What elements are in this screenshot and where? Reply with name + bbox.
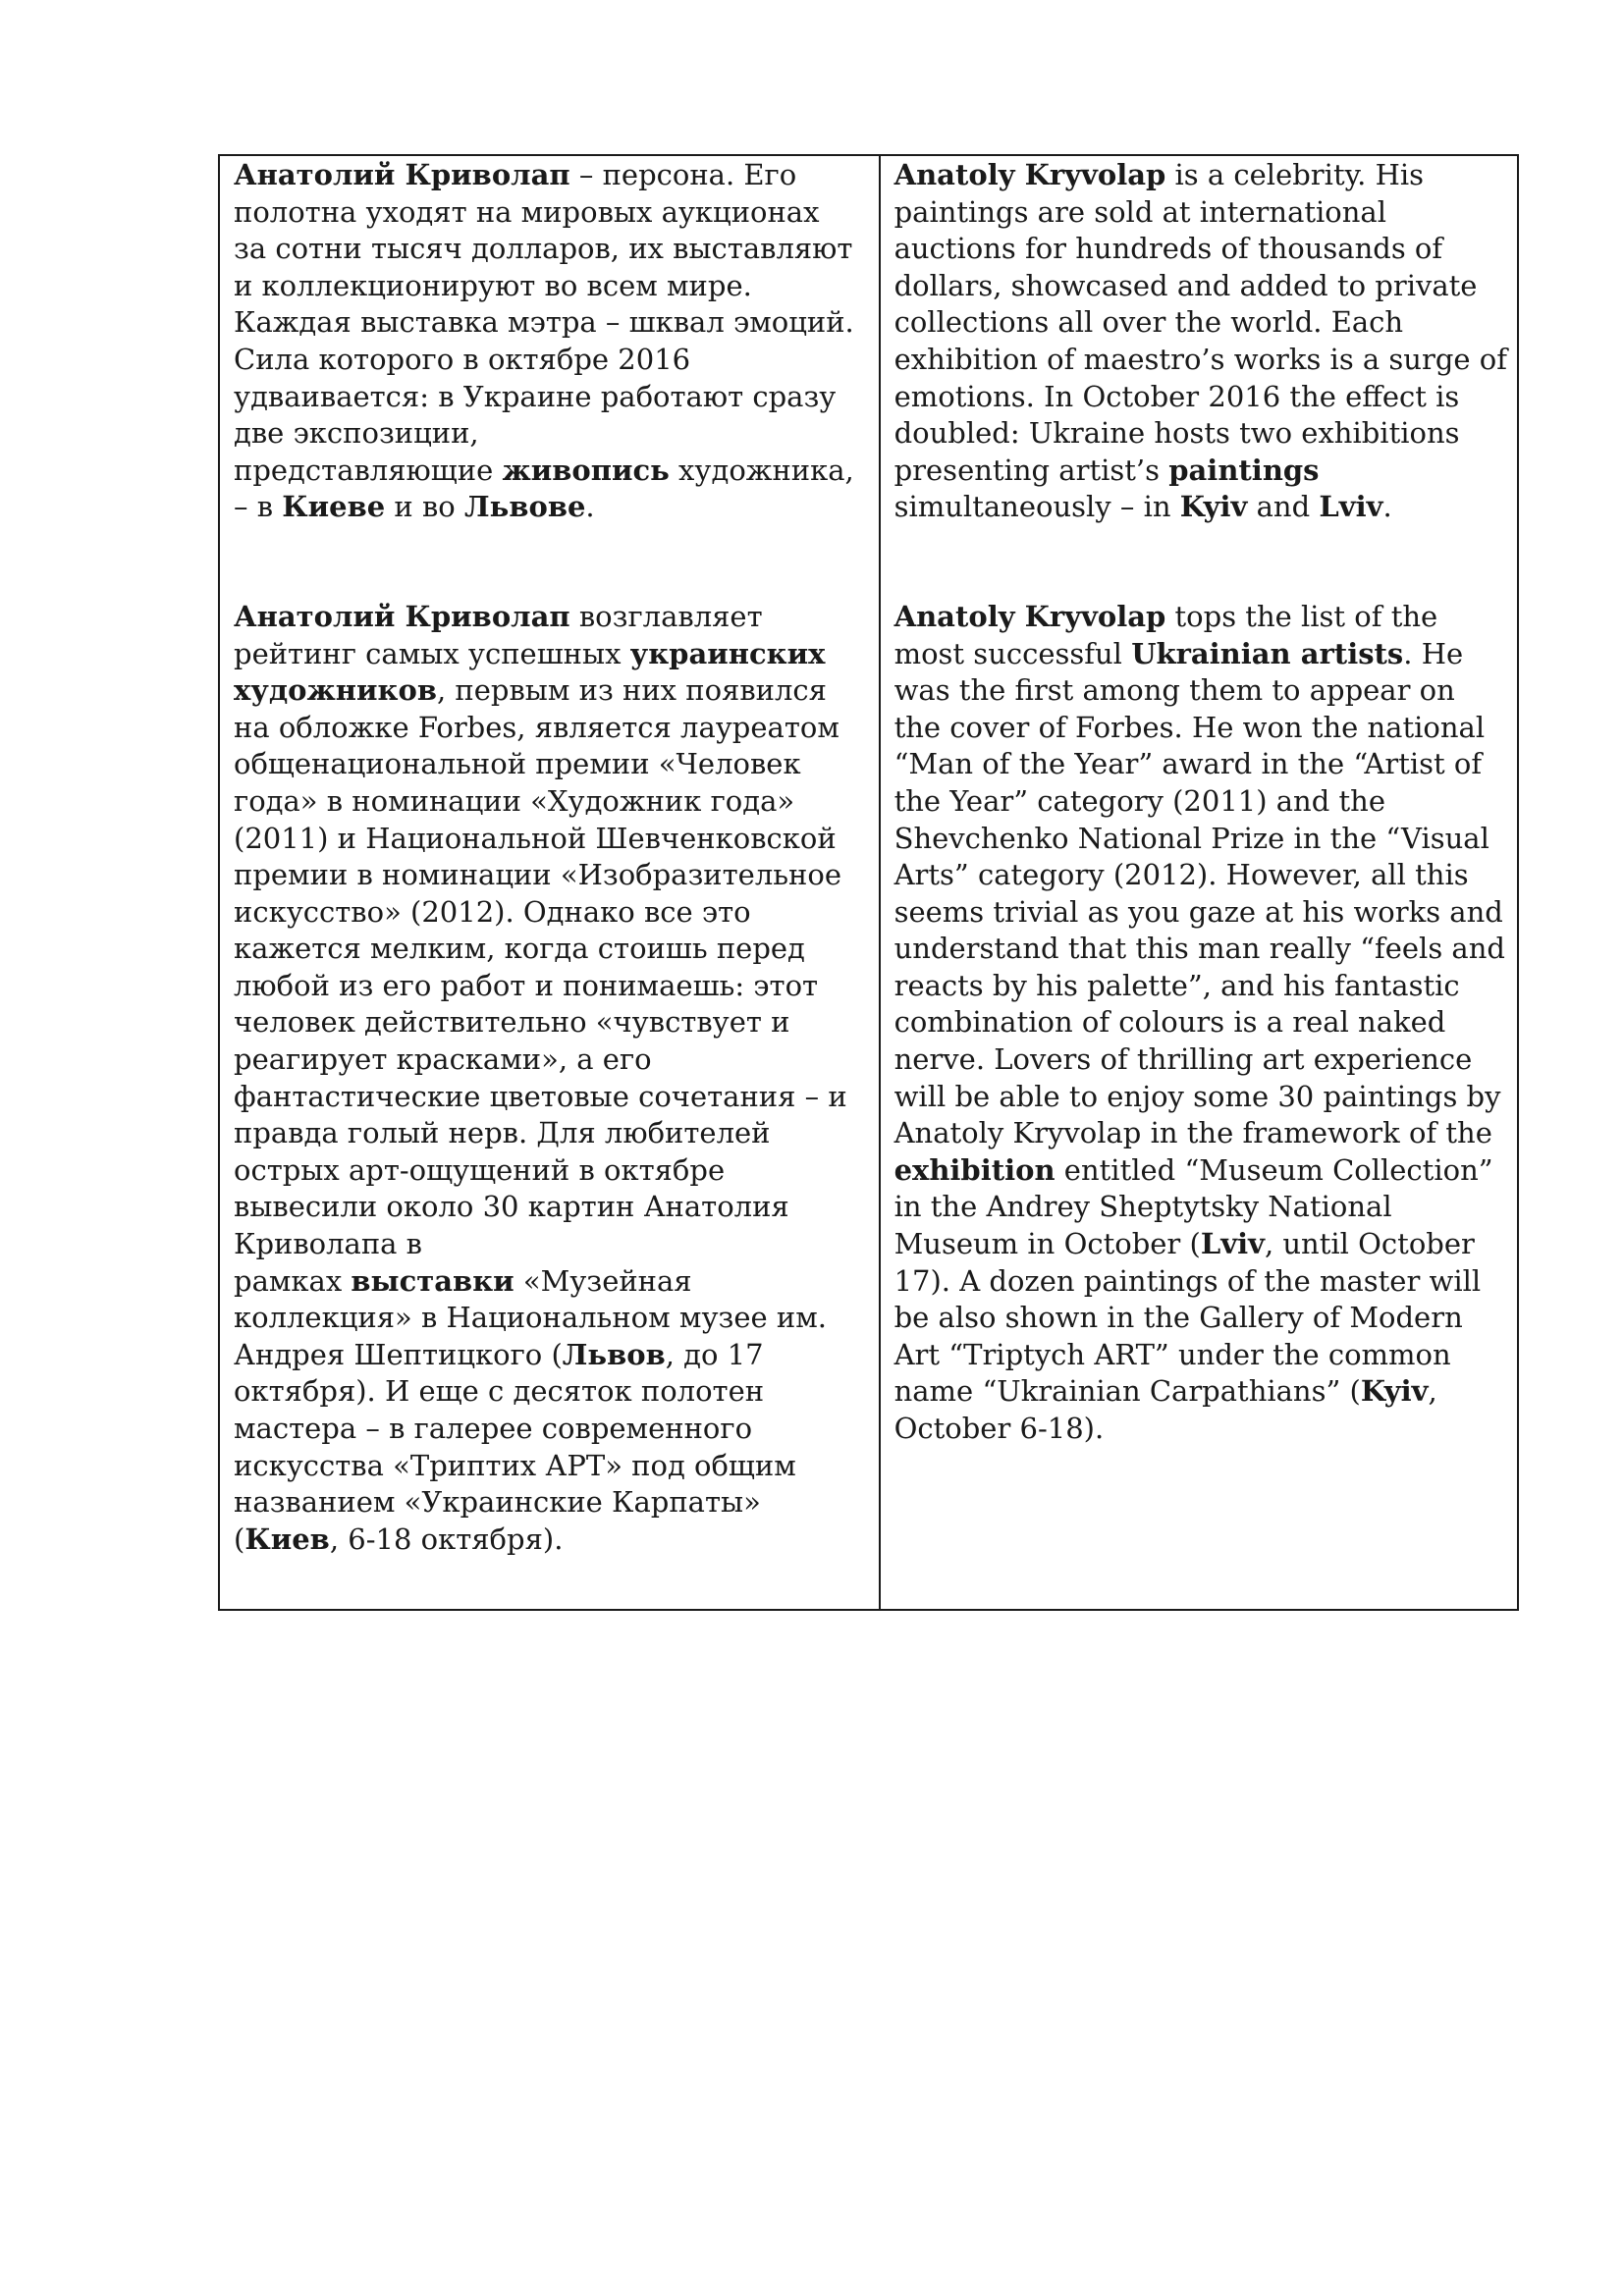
text-line bbox=[234, 379, 869, 416]
text-run: reacts by his palette”, and his fantastic bbox=[893, 968, 1460, 1002]
text-line bbox=[234, 1226, 869, 1263]
text-run: острых арт-ощущений в октябре bbox=[234, 1152, 726, 1187]
text-run: Museum in October ( bbox=[893, 1227, 1201, 1261]
english-column bbox=[881, 156, 1517, 1609]
text-run: . He bbox=[1403, 636, 1464, 670]
text-run: emotions. In October 2016 the effect is bbox=[893, 379, 1460, 413]
text-line bbox=[894, 931, 1507, 968]
text-run: combination of colours is a real naked bbox=[893, 1005, 1446, 1040]
text-run: (2011) и Национальной Шевченковской bbox=[234, 821, 837, 855]
text-run: коллекция» в Национальном музее им. bbox=[234, 1301, 827, 1335]
text-line bbox=[234, 231, 869, 268]
text-line bbox=[894, 379, 1507, 416]
text-run: . bbox=[585, 490, 595, 524]
text-line bbox=[234, 1448, 869, 1485]
bold-text: Львове bbox=[464, 490, 586, 524]
text-run: , bbox=[1428, 1374, 1437, 1409]
text-line bbox=[234, 1115, 869, 1152]
text-run: “Man of the Year” award in the “Artist of bbox=[893, 747, 1483, 781]
text-run: entitled “Museum Collection” bbox=[1055, 1152, 1493, 1187]
text-line bbox=[234, 157, 869, 194]
text-line bbox=[894, 710, 1507, 747]
text-line bbox=[234, 268, 869, 305]
text-run: , until October bbox=[1264, 1227, 1475, 1261]
bold-text: exhibition bbox=[893, 1152, 1056, 1187]
bold-text: Anatoly Kryvolap bbox=[893, 599, 1166, 633]
text-run: Art “Triptych ART” under the common bbox=[893, 1337, 1451, 1371]
text-run: общенациональной премии «Человек bbox=[234, 747, 801, 781]
bold-text: украинских bbox=[629, 636, 826, 670]
text-line bbox=[894, 415, 1507, 453]
text-line bbox=[234, 453, 869, 490]
text-line bbox=[894, 489, 1507, 526]
text-line bbox=[894, 1152, 1507, 1190]
text-run: ( bbox=[234, 1522, 245, 1556]
text-line bbox=[894, 1373, 1507, 1411]
text-line bbox=[234, 1189, 869, 1226]
text-run: in the Andrey Sheptytsky National bbox=[893, 1190, 1392, 1224]
bold-text: paintings bbox=[1168, 453, 1320, 487]
text-line bbox=[894, 1189, 1507, 1226]
bold-text: Kyiv bbox=[1360, 1374, 1429, 1409]
bold-text: Ukrainian artists bbox=[1131, 636, 1404, 670]
text-run: was the first among them to appear on bbox=[893, 673, 1455, 708]
text-line bbox=[234, 415, 869, 453]
bold-text: Lviv bbox=[1200, 1227, 1265, 1261]
text-line bbox=[234, 931, 869, 968]
text-line bbox=[894, 1079, 1507, 1116]
text-run: . bbox=[1382, 490, 1392, 524]
text-run: name “Ukrainian Carpathians” ( bbox=[893, 1374, 1361, 1409]
text-line bbox=[894, 968, 1507, 1005]
text-run: , 6-18 октября). bbox=[329, 1522, 564, 1556]
text-run: collections all over the world. Each bbox=[893, 305, 1404, 340]
text-run: dollars, showcased and added to private bbox=[893, 268, 1478, 302]
bold-text: Киев bbox=[244, 1522, 330, 1556]
text-run: октября). И еще с десяток полотен bbox=[234, 1374, 765, 1409]
text-run: фантастические цветовые сочетания – и bbox=[234, 1079, 847, 1113]
text-line bbox=[234, 783, 869, 821]
text-run: doubled: Ukraine hosts two exhibitions bbox=[893, 416, 1460, 451]
text-run: представляющие bbox=[234, 453, 503, 487]
text-run: presenting artist’s bbox=[893, 453, 1169, 487]
text-line bbox=[894, 636, 1507, 673]
text-line bbox=[894, 1411, 1507, 1448]
text-line bbox=[894, 1115, 1507, 1152]
text-run: и во bbox=[385, 490, 464, 524]
text-run: полотна уходят на мировых аукционах bbox=[234, 194, 820, 229]
text-run: возглавляет bbox=[569, 599, 763, 633]
text-run: the cover of Forbes. He won the national bbox=[893, 710, 1486, 744]
text-run: мастера – в галерее современного bbox=[234, 1412, 753, 1445]
text-line bbox=[894, 231, 1507, 268]
text-run: Каждая выставка мэтра – шквал эмоций. bbox=[234, 305, 854, 340]
text-line bbox=[234, 304, 869, 342]
text-run: любой из его работ и понимаешь: этот bbox=[234, 968, 819, 1002]
text-run: названием «Украинские Карпаты» bbox=[234, 1485, 761, 1520]
text-run: be also shown in the Gallery of Modern bbox=[893, 1301, 1463, 1335]
text-run: and bbox=[1247, 490, 1320, 524]
text-run: удваивается: в Украине работают сразу bbox=[234, 379, 837, 413]
text-run: seems trivial as you gaze at his works and bbox=[893, 894, 1503, 929]
text-line bbox=[234, 1373, 869, 1411]
text-run: auctions for hundreds of thousands of bbox=[893, 232, 1443, 266]
text-line bbox=[894, 672, 1507, 710]
bold-text: Kyiv bbox=[1179, 490, 1248, 524]
text-line bbox=[234, 857, 869, 894]
bold-text: Львов bbox=[562, 1337, 666, 1371]
bold-text: Anatoly Kryvolap bbox=[893, 158, 1166, 191]
text-line bbox=[234, 1300, 869, 1337]
text-run: tops the list of the bbox=[1165, 599, 1438, 633]
text-run: 17). A dozen paintings of the master will bbox=[893, 1263, 1482, 1298]
text-line bbox=[234, 1263, 869, 1301]
text-run: paintings are sold at international bbox=[893, 194, 1386, 229]
text-run: рамках bbox=[234, 1263, 352, 1298]
russian-paragraph-1 bbox=[234, 156, 869, 526]
text-run: кажется мелким, когда стоишь перед bbox=[234, 932, 805, 966]
text-line bbox=[234, 194, 869, 232]
text-line bbox=[234, 1411, 869, 1448]
text-line bbox=[234, 489, 869, 526]
text-line bbox=[894, 1337, 1507, 1374]
text-run: искусства «Триптих АРТ» под общим bbox=[234, 1448, 796, 1482]
text-line bbox=[894, 746, 1507, 783]
text-line bbox=[894, 268, 1507, 305]
text-run: is a celebrity. His bbox=[1165, 158, 1425, 191]
text-line bbox=[894, 342, 1507, 379]
bold-text: Киеве bbox=[282, 490, 386, 524]
text-line bbox=[234, 599, 869, 636]
russian-paragraph-2 bbox=[234, 599, 869, 1558]
text-run: года» в номинации «Художник года» bbox=[234, 783, 795, 818]
text-run: simultaneously – in bbox=[893, 490, 1180, 524]
text-run: премии в номинации «Изобразительное bbox=[234, 858, 841, 892]
text-line bbox=[894, 783, 1507, 821]
text-run: реагирует красками», а его bbox=[234, 1042, 652, 1077]
text-line bbox=[894, 157, 1507, 194]
text-line bbox=[894, 304, 1507, 342]
text-line bbox=[894, 453, 1507, 490]
text-run: will be able to enjoy some 30 paintings by bbox=[893, 1079, 1501, 1113]
text-line bbox=[234, 1484, 869, 1522]
text-line bbox=[894, 1041, 1507, 1079]
text-line bbox=[894, 1263, 1507, 1301]
bold-text: художников bbox=[234, 673, 437, 708]
text-line bbox=[234, 1004, 869, 1041]
russian-column bbox=[220, 156, 881, 1609]
english-paragraph-1 bbox=[894, 156, 1507, 526]
text-run: Shevchenko National Prize in the “Visual bbox=[893, 821, 1489, 855]
bold-text: Анатолий Криволап bbox=[234, 158, 570, 191]
text-line bbox=[894, 857, 1507, 894]
text-run: правда голый нерв. Для любителей bbox=[234, 1116, 771, 1150]
text-run: – в bbox=[234, 490, 283, 524]
text-run: the Year” category (2011) and the bbox=[893, 783, 1386, 818]
text-line bbox=[234, 894, 869, 932]
text-line bbox=[234, 1079, 869, 1116]
text-run: exhibition of maestro’s works is a surge of bbox=[893, 342, 1507, 376]
text-run: Сила которого в октябре 2016 bbox=[234, 342, 691, 376]
text-line bbox=[234, 821, 869, 858]
text-line bbox=[234, 636, 869, 673]
text-line bbox=[894, 1004, 1507, 1041]
bold-text: Lviv bbox=[1319, 490, 1383, 524]
bold-text: выставки bbox=[351, 1263, 514, 1298]
text-run: художника, bbox=[669, 453, 854, 487]
text-run: «Музейная bbox=[514, 1263, 692, 1298]
text-run: , первым из них появился bbox=[436, 673, 827, 708]
bold-text: Анатолий Криволап bbox=[234, 599, 570, 633]
text-line bbox=[894, 1300, 1507, 1337]
text-line bbox=[894, 599, 1507, 636]
text-line bbox=[894, 194, 1507, 232]
text-run: nerve. Lovers of thrilling art experience bbox=[893, 1042, 1473, 1077]
text-line bbox=[234, 710, 869, 747]
text-run: Arts” category (2012). However, all this bbox=[893, 858, 1469, 892]
bilingual-table bbox=[218, 154, 1519, 1611]
text-run: на обложке Forbes, является лауреатом bbox=[234, 710, 839, 744]
text-run: Anatoly Kryvolap in the framework of the bbox=[893, 1116, 1492, 1150]
text-line bbox=[234, 1337, 869, 1374]
text-line bbox=[234, 746, 869, 783]
text-run: – персона. Его bbox=[569, 158, 797, 191]
text-run: человек действительно «чувствует и bbox=[234, 1005, 790, 1040]
text-run: Криволапа в bbox=[234, 1227, 422, 1261]
bold-text: живопись bbox=[502, 453, 670, 487]
text-run: вывесили около 30 картин Анатолия bbox=[234, 1190, 789, 1224]
text-line bbox=[894, 821, 1507, 858]
text-line bbox=[234, 1152, 869, 1190]
text-line bbox=[234, 1041, 869, 1079]
text-line bbox=[234, 672, 869, 710]
text-run: Андрея Шептицкого ( bbox=[234, 1337, 563, 1371]
text-line bbox=[234, 342, 869, 379]
english-paragraph-2 bbox=[894, 599, 1507, 1448]
text-run: искусство» (2012). Однако все это bbox=[234, 894, 751, 929]
text-run: understand that this man really “feels and bbox=[893, 932, 1505, 966]
text-run: две экспозиции, bbox=[234, 416, 479, 451]
text-run: October 6-18). bbox=[893, 1412, 1105, 1445]
text-run: и коллекционируют во всем мире. bbox=[234, 268, 752, 302]
text-line bbox=[894, 1226, 1507, 1263]
text-run: , до 17 bbox=[665, 1337, 764, 1371]
text-run: рейтинг самых успешных bbox=[234, 636, 630, 670]
text-run: за сотни тысяч долларов, их выставляют bbox=[234, 232, 853, 266]
text-line bbox=[894, 894, 1507, 932]
text-line bbox=[234, 1522, 869, 1559]
text-line bbox=[234, 968, 869, 1005]
text-run: most successful bbox=[893, 636, 1132, 670]
